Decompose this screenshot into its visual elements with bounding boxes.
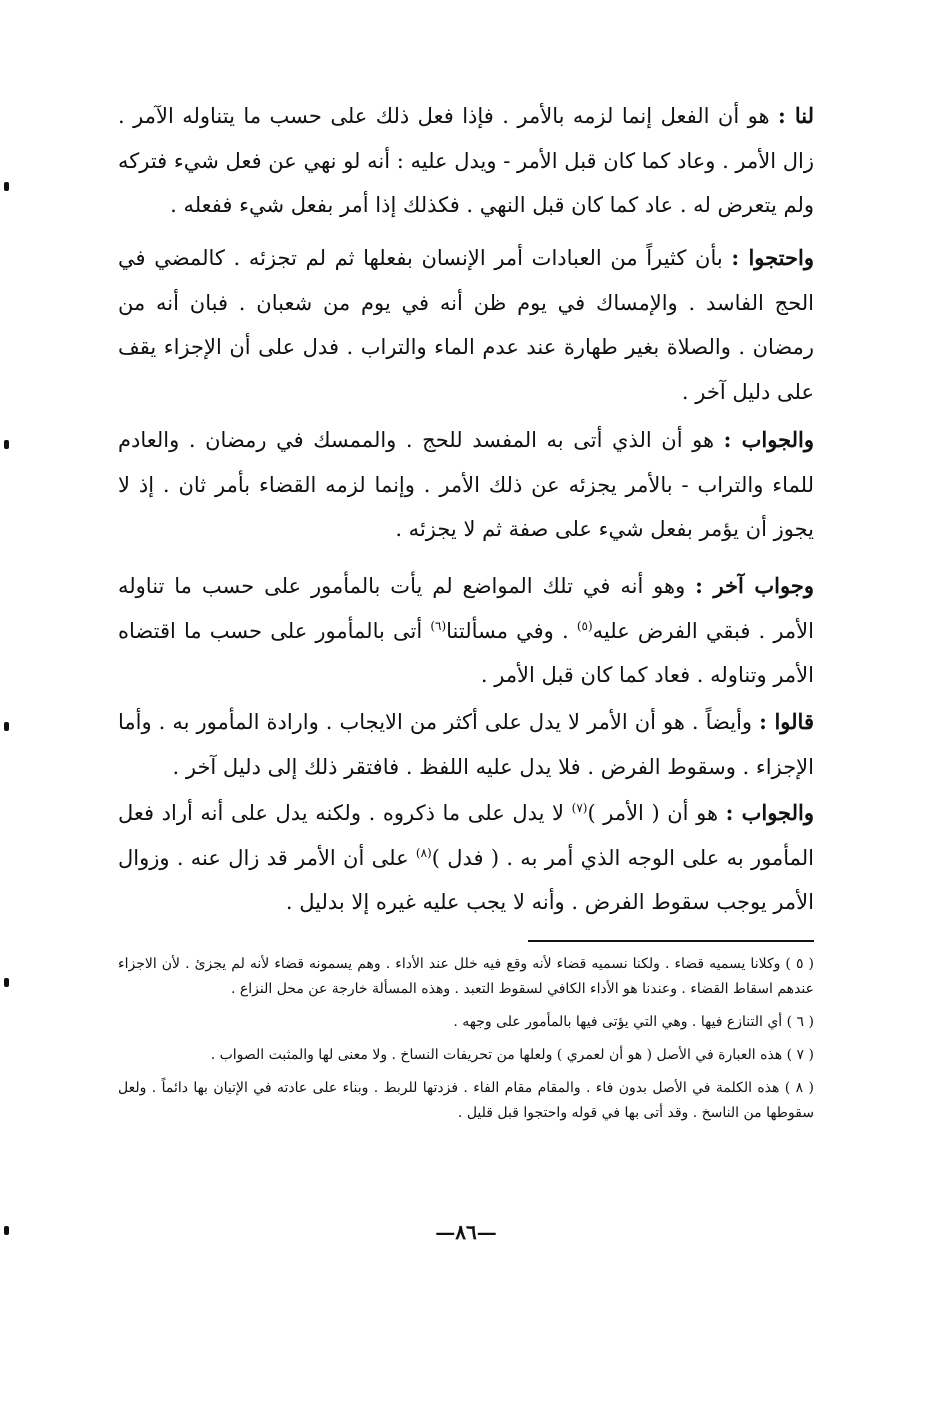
paragraph-text: على أن الأمر قد زال عنه . وزوال الأمر يوجب سقوط الفرض . وأنه لا يجب عليه غيره إلا بدليل . [118,845,814,914]
paragraph-text: هو أن الذي أتى به المفسد للحج . والممسك في رمضان . والعادم للماء والتراب - بالأمر يجزئه عن ذلك الأمر . وإنما لزمه القضاء بأمر ثان . إذ لا يجوز أن يؤمر بفعل شيء على صفة ثم لا يجزئه . [118,428,814,541]
paragraph [118,418,814,552]
paragraph [118,564,814,698]
paragraph-lead: قالوا : [759,709,814,734]
footnotes [118,952,814,1134]
paragraph-text: وهو أنه في تلك المواضع لم يأت بالمأمور على حسب ما تناوله الأمر . فبقي الفرض عليه [118,574,814,643]
paragraph-text: . وفي مسألتنا [446,618,577,643]
scan-mark [4,722,9,731]
paragraph-text: أتى بالمأمور على حسب ما اقتضاه الأمر وتناوله . فعاد كما كان قبل الأمر . [118,618,814,687]
footnote-ref: (٧) [571,801,588,815]
paragraph-lead: والجواب : [725,800,814,825]
footnote: ( ٨ ) هذه الكلمة في الأصل بدون فاء . والمقام مقام الفاء . فزدتها للربط . وبناء على عادته في الإتيان بها دائماً . ولعل سقوطها من الناسخ . وقد أتى بها في قوله واحتجوا قبل قليل . [118,1080,814,1121]
paragraph-lead: وجواب آخر : [695,573,814,598]
document-page [118,88,814,1388]
footnote-divider [528,940,814,942]
paragraph-text: لا يدل على ما ذكروه . ولكنه يدل على أنه أراد فعل المأمور به على الوجه الذي أمر به . ( فدل ) [118,801,814,870]
paragraph-text: هو أن ( الأمر ) [587,801,726,825]
footnote-ref: (٥) [576,618,593,633]
paragraph-text: وأيضاً . هو أن الأمر لا يدل على أكثر من الايجاب . وارادة المأمور به . وأما الإجزاء . وسقوط الفرض . فلا يدل عليه اللفظ . فافتقر ذلك إلى دليل آخر . [118,710,814,779]
footnote-ref: (٨) [415,845,432,860]
page-number: —٨٦— [435,1220,497,1244]
scan-mark [4,440,9,449]
scan-mark [4,182,9,191]
paragraph-lead: واحتجوا : [731,245,814,270]
paragraph-text: هو أن الفعل إنما لزمه بالأمر . فإذا فعل ذلك على حسب ما يتناوله الآمر . زال الأمر . وعاد كما كان قبل الأمر - ويدل عليه : أنه لو نهي عن فعل شيء فتركه ولم يتعرض له . عاد كما كان قبل النهي . فكذلك إذا أمر بفعل شيء ففعله . [118,104,814,217]
paragraph-lead: لنا : [778,103,814,128]
paragraph-lead: والجواب : [723,427,814,452]
scan-mark [4,1226,9,1235]
paragraph [118,236,814,414]
footnote: ( ٧ ) هذه العبارة في الأصل ( هو أن لعمري ) ولعلها من تحريفات النساخ . ولا معنى لها والمثبت الصواب . [210,1047,814,1063]
footnote: ( ٦ ) أي التنازع فيها . وهي التي يؤتى فيها بالمأمور على وجهه . [453,1014,814,1030]
footnote: ( ٥ ) وكلانا يسميه قضاء . ولكنا نسميه قضاء لأنه وقع فيه خلل عند الأداء . وهم يسمونه قضاء لأنه لم يجزئ . لأن الاجزاء عندهم اسقاط القضاء . وعندنا هو الأداء الكافي لسقوط التعبد . وهذه المسألة خارجة عن محل النزاع . [118,956,814,997]
paragraph [118,700,814,789]
scan-mark [4,978,9,987]
footnote-ref: (٦) [430,618,447,633]
paragraph [118,94,814,228]
paragraph [118,791,814,925]
paragraph-text: بأن كثيراً من العبادات أمر الإنسان بفعلها ثم لم تجزئه . كالمضي في الحج الفاسد . والإمساك في يوم ظن أنه في يوم من شعبان . فبان أنه من رمضان . والصلاة بغير طهارة عند عدم الماء والتراب . فدل على أن الإجزاء يقف على دليل آخر . [118,246,815,404]
